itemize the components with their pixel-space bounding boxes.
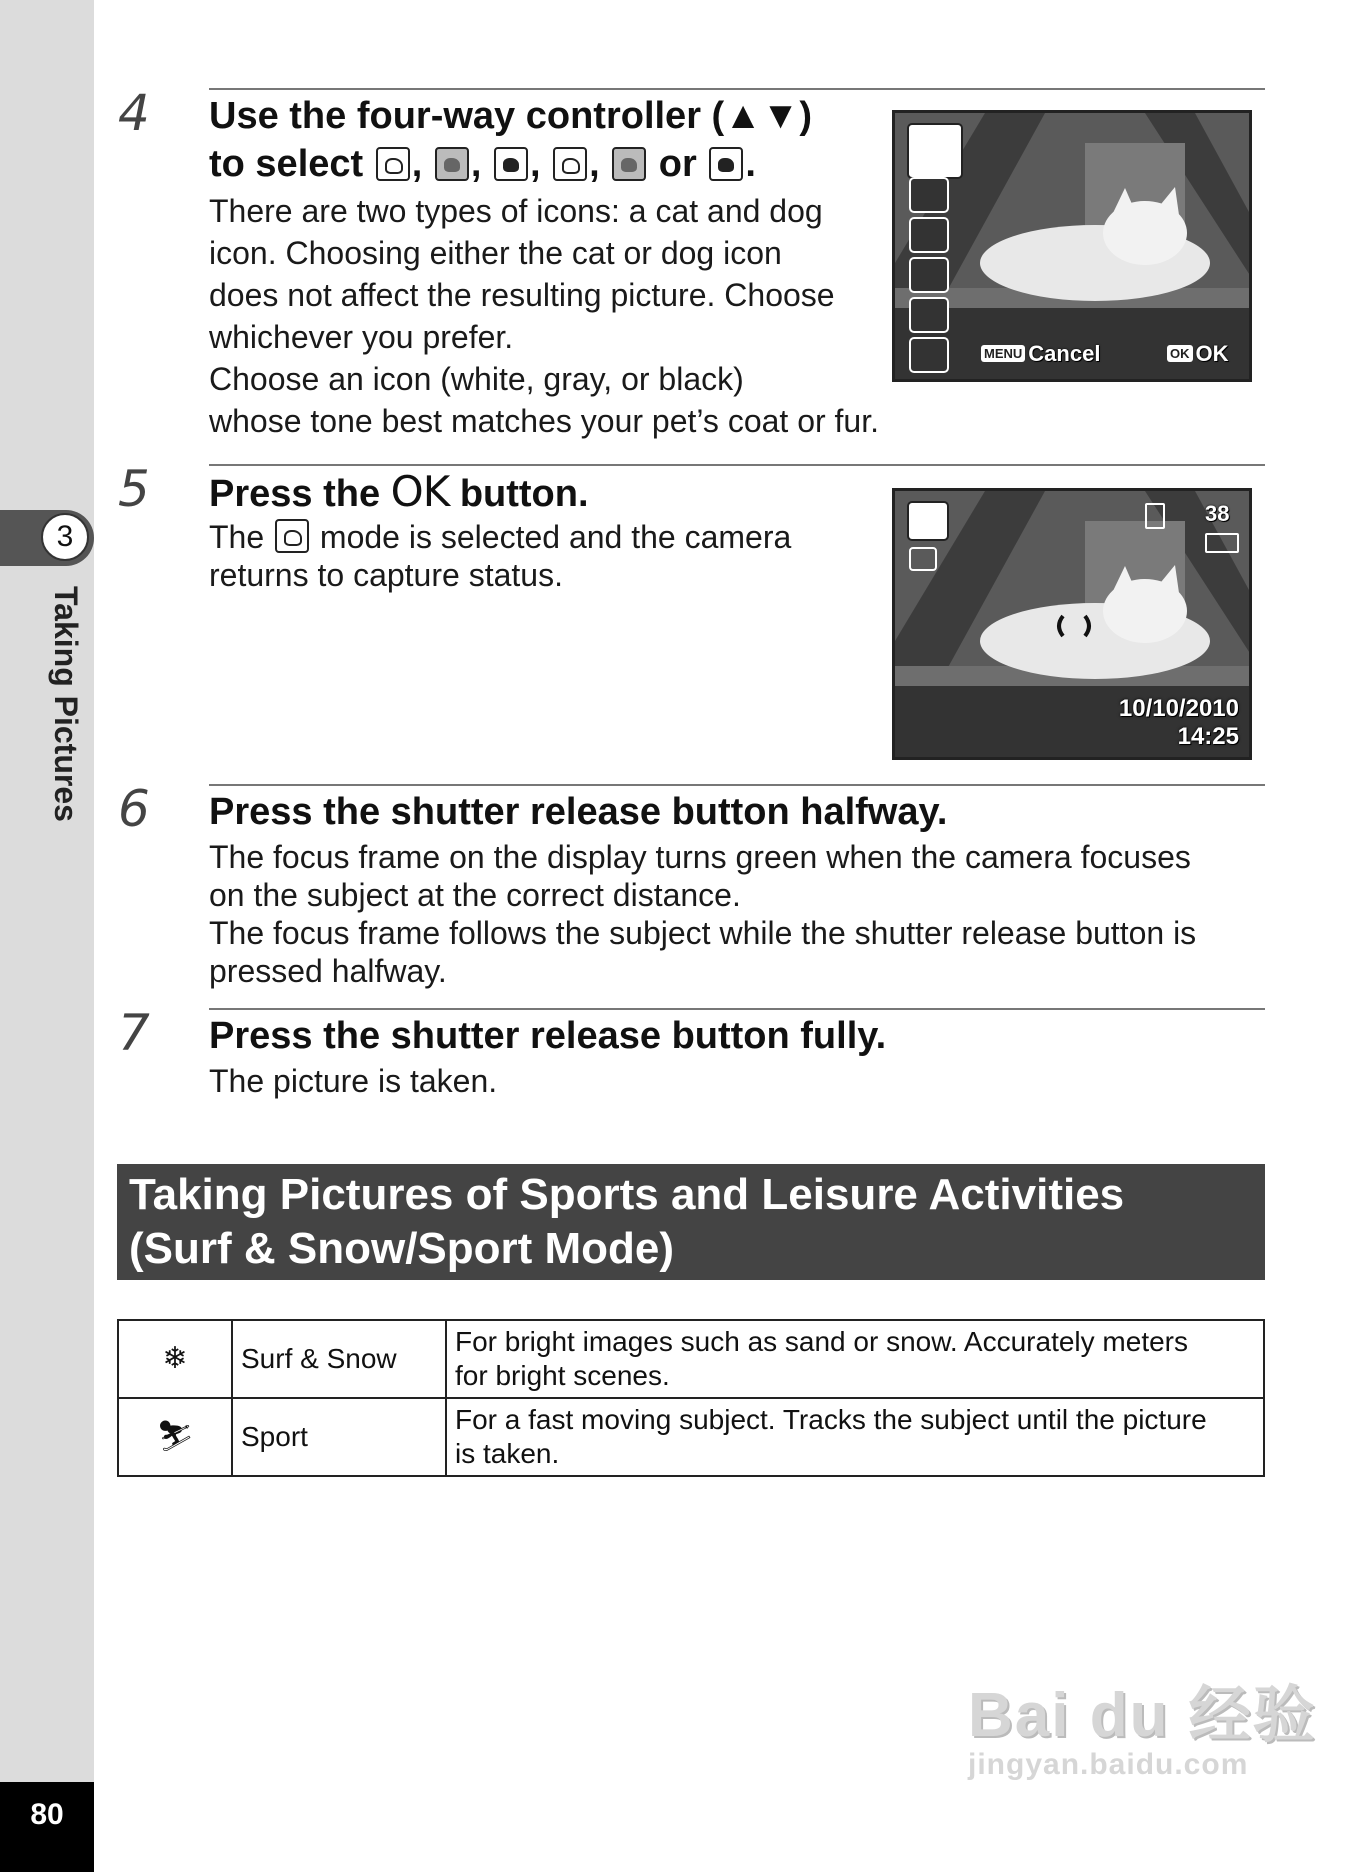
camera-screen-capture	[892, 488, 1252, 760]
selected-cat-white-icon	[907, 123, 963, 179]
step-body-line: pressed halfway.	[209, 953, 447, 989]
step-body-line: There are two types of icons: a cat and dog	[209, 193, 823, 229]
mode-description-line: For a fast moving subject. Tracks the subject until the picture	[455, 1404, 1207, 1435]
step-title-line2: to select , , , , or .	[209, 143, 756, 185]
step-number: 4	[118, 84, 150, 142]
watermark	[968, 1665, 1317, 1782]
battery-icon	[1205, 533, 1239, 553]
mode-name: Sport	[232, 1398, 446, 1476]
ok-hint	[1167, 341, 1229, 367]
step-body-line: returns to capture status.	[209, 557, 563, 593]
mode-description-line: for bright scenes.	[455, 1360, 670, 1391]
cancel-hint	[981, 341, 1100, 367]
step-title: Press the shutter release button fully.	[209, 1015, 887, 1057]
step-body-line: The focus frame on the display turns green when the camera focuses	[209, 839, 1191, 875]
cat-black-icon	[494, 147, 528, 181]
sport-icon: ⛷	[118, 1398, 232, 1476]
mode-name: Surf & Snow	[232, 1320, 446, 1398]
dog-white-icon	[909, 257, 949, 293]
table-row	[118, 1398, 1264, 1476]
step-body-line	[209, 516, 791, 558]
date-display: 10/10/2010	[1118, 695, 1239, 722]
dog-black-icon	[909, 337, 949, 373]
step-number: 6	[118, 780, 150, 838]
step-title: Press the shutter release button halfway.	[209, 791, 948, 833]
modes-table	[117, 1319, 1265, 1477]
chapter-title: Taking Pictures	[48, 586, 84, 822]
step-body-line: whose tone best matches your pet’s coat or fur.	[209, 403, 879, 439]
cat-gray-icon	[909, 177, 949, 213]
table-row	[118, 1320, 1264, 1398]
surf-snow-icon: ❄	[118, 1320, 232, 1398]
cancel-label: Cancel	[1028, 341, 1101, 366]
step-body-line: icon. Choosing either the cat or dog icon	[209, 235, 782, 271]
camera-screen-icon-select	[892, 110, 1252, 382]
step-body-text: The	[209, 519, 265, 555]
step-divider	[209, 88, 1265, 90]
memory-card-icon	[1145, 503, 1165, 529]
step-title	[209, 468, 589, 518]
mode-description-line: For bright images such as sand or snow. Accurately meters	[455, 1326, 1188, 1357]
menu-key: MENU	[981, 345, 1025, 362]
chapter-sidebar	[0, 0, 94, 1872]
step-number: 5	[118, 460, 150, 518]
section-heading-line2: (Surf & Snow/Sport Mode)	[129, 1224, 675, 1273]
face-detect-icon	[909, 547, 937, 571]
step-title-text: button.	[459, 473, 589, 515]
step-body-line: whichever you prefer.	[209, 319, 514, 355]
watermark-url: jingyan.baidu.com	[968, 1748, 1249, 1781]
chapter-number: 3	[41, 513, 89, 561]
step-title-text: Use the four-way controller (▲▼)	[209, 95, 813, 137]
ok-key: OK	[1167, 345, 1193, 362]
mode-description-line: is taken.	[455, 1438, 560, 1469]
step-title	[209, 92, 812, 140]
cat-gray-icon	[435, 147, 469, 181]
dog-gray-icon	[612, 147, 646, 181]
step-body-line: does not affect the resulting picture. Choose	[209, 277, 835, 313]
step-body-text: mode is selected and the camera	[319, 519, 792, 555]
ok-button-glyph: OK	[390, 467, 450, 516]
step-number: 7	[118, 1004, 150, 1062]
step-title-text: to select	[209, 143, 364, 185]
step-divider	[209, 464, 1265, 466]
shots-remaining: 38	[1205, 501, 1230, 526]
page-number: 80	[0, 1782, 94, 1872]
dog-black-icon	[709, 147, 743, 181]
section-heading-line1: Taking Pictures of Sports and Leisure Activities	[129, 1170, 1125, 1219]
time-display: 14:25	[1177, 723, 1239, 750]
step-divider	[209, 1008, 1265, 1010]
step-body-line: The picture is taken.	[209, 1063, 498, 1099]
watermark-brand: Bai du 经验	[968, 1681, 1317, 1750]
mode-description	[446, 1398, 1264, 1476]
ok-label: OK	[1195, 341, 1229, 366]
step-body-line: on the subject at the correct distance.	[209, 877, 741, 913]
step-title-text: Press the	[209, 473, 381, 515]
mode-description	[446, 1320, 1264, 1398]
step-body-line: The focus frame follows the subject while the shutter release button is	[209, 915, 1197, 951]
cat-white-icon	[275, 519, 309, 553]
cat-black-icon	[909, 217, 949, 253]
step-title-or: or	[658, 143, 697, 185]
step-divider	[209, 784, 1265, 786]
dog-white-icon	[553, 147, 587, 181]
section-heading	[117, 1164, 1265, 1280]
cat-white-icon	[376, 147, 410, 181]
dog-gray-icon	[909, 297, 949, 333]
cat-white-mode-icon	[907, 501, 949, 541]
step-body-line: Choose an icon (white, gray, or black)	[209, 361, 744, 397]
